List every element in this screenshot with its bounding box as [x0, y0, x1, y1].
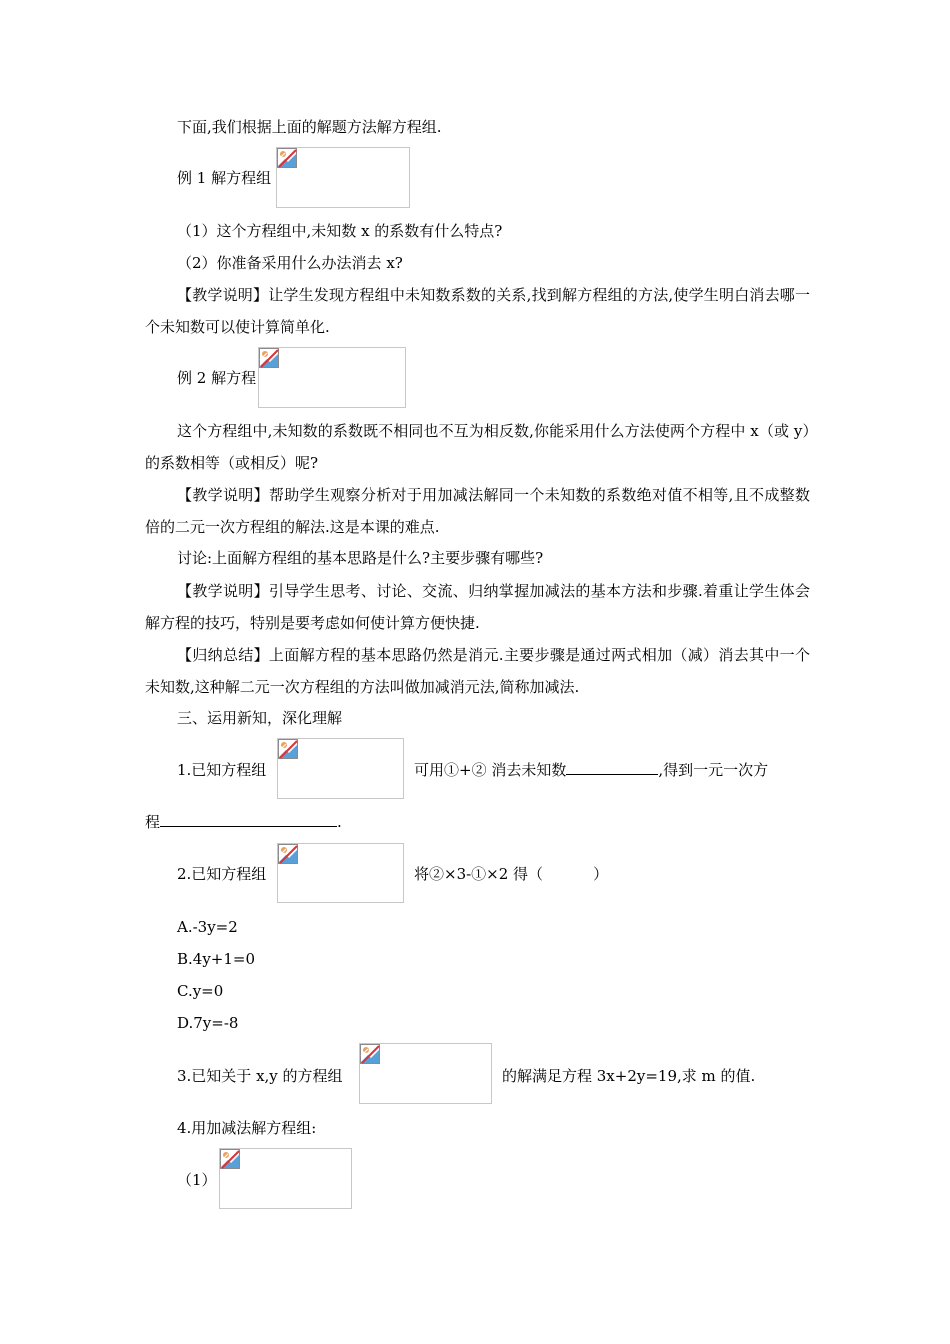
exercise-4-title: 4.用加减法解方程组: — [177, 1119, 317, 1137]
exercise-2-equation-image — [277, 843, 404, 903]
exercise-4-item-1-equation-image — [219, 1148, 352, 1209]
broken-image-icon — [278, 739, 298, 759]
summary-note: 【归纳总结】上面解方程的基本思路仍然是消元.主要步骤是通过两式相加（减）消去其中一个未知数,这种解二元一次方程组的方法叫做加减消元法,简称加减法. — [145, 646, 810, 696]
broken-image-icon — [220, 1149, 240, 1169]
exercise-3-prefix: 3.已知关于 x,y 的方程组 — [177, 1067, 343, 1085]
exercise-1-line-1 — [414, 760, 768, 780]
teaching-note-2: 【教学说明】帮助学生观察分析对于用加减法解同一个未知数的系数绝对值不相等,且不成整数倍的二元一次方程组的解法.这是本课的难点. — [145, 486, 810, 536]
question-1: （1）这个方程组中,未知数 x 的系数有什么特点? — [177, 222, 503, 240]
example-1-label: 例 1 解方程组 — [177, 169, 272, 187]
exercise-1-line2-prefix: 程 — [145, 813, 161, 831]
exercise-3-suffix: 的解满足方程 3x+2y=19,求 m 的值. — [502, 1067, 756, 1085]
exercise-2-suffix: ） — [593, 865, 609, 883]
option-c: C.y=0 — [177, 982, 224, 1000]
example-2-text: 这个方程组中,未知数的系数既不相同也不互为相反数,你能采用什么方法使两个方程中 x（或 y）的系数相等（或相反）呢? — [145, 422, 810, 472]
option-b: B.4y+1=0 — [177, 950, 256, 968]
broken-image-icon — [360, 1044, 380, 1064]
example-2-label: 例 2 解方程 — [177, 369, 257, 387]
exercise-2-middle: 将②×3-①×2 得（ — [414, 865, 544, 883]
option-d: D.7y=-8 — [177, 1014, 239, 1032]
exercise-1-equation-image — [277, 738, 404, 799]
example-2-equation-image — [258, 347, 406, 408]
teaching-note-3: 【教学说明】引导学生思考、讨论、交流、归纳掌握加减法的基本方法和步骤.着重让学生体会解方程的技巧，特别是要考虑如何使计算方便快捷. — [145, 582, 810, 632]
exercise-4-item-1-label: （1） — [177, 1171, 217, 1189]
option-a: A.-3y=2 — [177, 918, 238, 936]
exercise-1-suffix: ,得到一元一次方 — [658, 761, 769, 779]
discussion-question: 讨论:上面解方程组的基本思路是什么?主要步骤有哪些? — [177, 549, 544, 567]
question-2: （2）你准备采用什么办法消去 x? — [177, 254, 403, 272]
broken-image-icon — [259, 348, 279, 368]
example-1-equation-image — [276, 147, 410, 208]
exercise-2-prefix: 2.已知方程组 — [177, 865, 267, 883]
exercise-1-line-2 — [145, 812, 342, 832]
teaching-note-1: 【教学说明】让学生发现方程组中未知数系数的关系,找到解方程组的方法,使学生明白消去哪一个未知数可以使计算简单化. — [145, 286, 810, 336]
exercise-3-equation-image — [359, 1043, 492, 1104]
broken-image-icon — [278, 844, 298, 864]
section-3-heading: 三、运用新知，深化理解 — [177, 709, 343, 727]
exercise-1-blank-2[interactable] — [160, 812, 337, 827]
exercise-1-middle: 可用①+② 消去未知数 — [414, 761, 567, 779]
exercise-2-line — [414, 864, 608, 884]
intro-text: 下面,我们根据上面的解题方法解方程组. — [177, 118, 442, 136]
broken-image-icon — [277, 148, 297, 168]
exercise-1-prefix: 1.已知方程组 — [177, 761, 267, 779]
exercise-1-line2-suffix: . — [337, 813, 342, 831]
exercise-1-blank-1[interactable] — [566, 760, 658, 775]
